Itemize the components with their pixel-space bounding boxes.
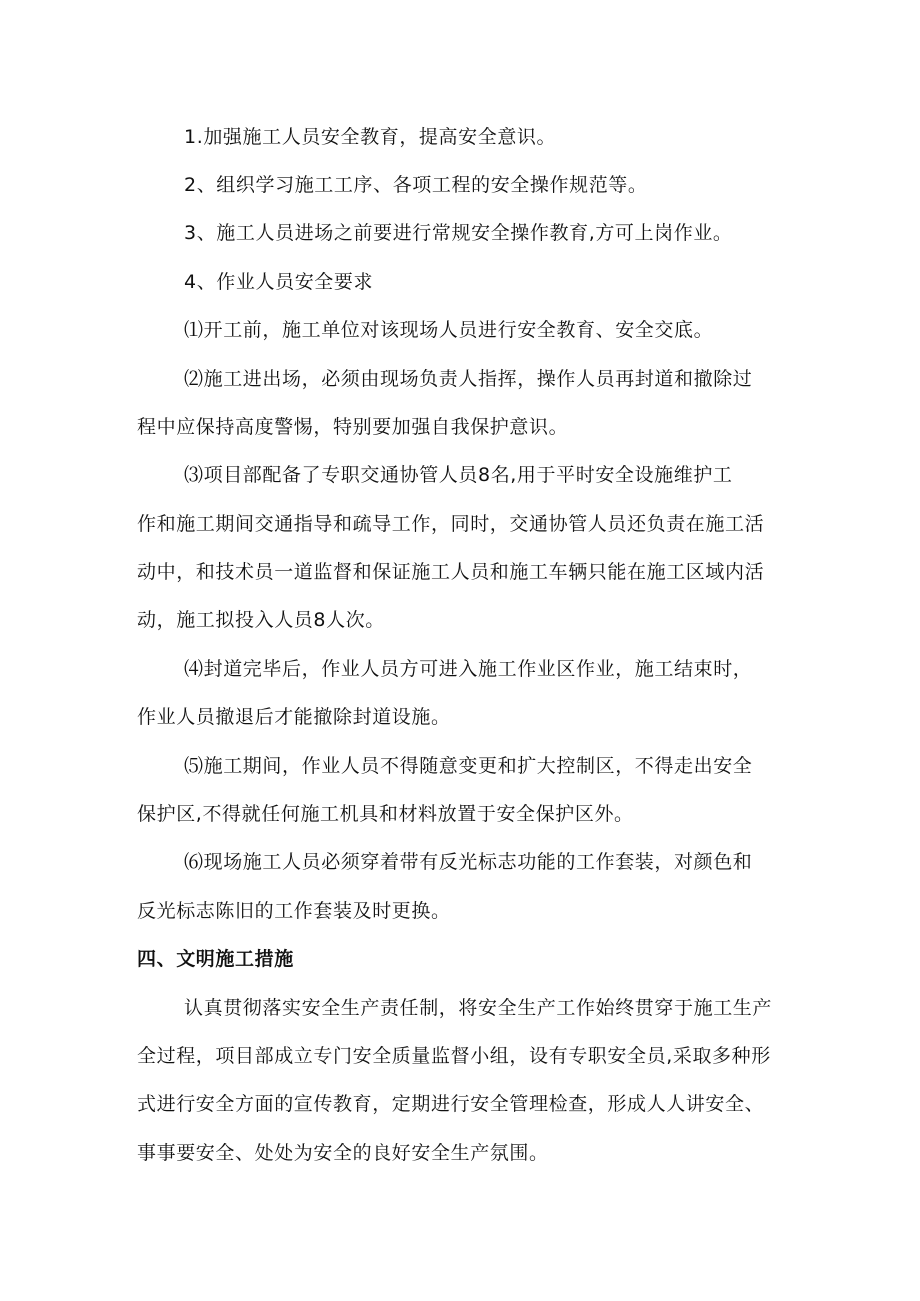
sub-item-4-line-1: ⑷封道完毕后，作业人员方可进入施工作业区作业，施工结束时， bbox=[184, 658, 753, 680]
sub-item-3-line-4: 动，施工拟投入人员8人次。 bbox=[137, 609, 385, 631]
sub-item-5-line-2: 保护区,不得就任何施工机具和材料放置于安全保护区外。 bbox=[137, 803, 634, 825]
list-item-4: 4、作业人员安全要求 bbox=[184, 271, 374, 293]
sub-item-5-line-1: ⑸施工期间，作业人员不得随意变更和扩大控制区，不得走出安全 bbox=[184, 755, 753, 777]
paragraph-line-1: 认真贯彻落实安全生产责任制，将安全生产工作始终贯穿于施工生产 bbox=[184, 997, 773, 1019]
sub-item-3-line-3: 动中，和技术员一道监督和保证施工人员和施工车辆只能在施工区域内活 bbox=[137, 561, 765, 583]
sub-item-3-line-1: ⑶项目部配备了专职交通协管人员8名,用于平时安全设施维护工 bbox=[184, 464, 733, 486]
list-item-2: 2、组织学习施工工序、各项工程的安全操作规范等。 bbox=[184, 174, 648, 196]
section-heading: 四、文明施工措施 bbox=[137, 948, 294, 970]
sub-item-6-line-2: 反光标志陈旧的工作套装及时更换。 bbox=[137, 900, 451, 922]
sub-item-1: ⑴开工前，施工单位对该现场人员进行安全教育、安全交底。 bbox=[184, 319, 714, 341]
paragraph-line-4: 事事要安全、处处为安全的良好安全生产氛围。 bbox=[137, 1142, 549, 1164]
paragraph-line-3: 式进行安全方面的宣传教育，定期进行安全管理检查，形成人人讲安全、 bbox=[137, 1093, 765, 1115]
sub-item-4-line-2: 作业人员撤退后才能撤除封道设施。 bbox=[137, 706, 451, 728]
list-item-3: 3、施工人员进场之前要进行常规安全操作教育,方可上岗作业。 bbox=[184, 222, 733, 244]
sub-item-2-line-1: ⑵施工进出场，必须由现场负责人指挥，操作人员再封道和撤除过 bbox=[184, 368, 753, 390]
sub-item-3-line-2: 作和施工期间交通指导和疏导工作，同时，交通协管人员还负责在施工活 bbox=[137, 513, 765, 535]
sub-item-6-line-1: ⑹现场施工人员必须穿着带有反光标志功能的工作套装，对颜色和 bbox=[184, 851, 753, 873]
list-item-1: 1.加强施工人员安全教育，提高安全意识。 bbox=[184, 126, 557, 148]
paragraph-line-2: 全过程，项目部成立专门安全质量监督小组，设有专职安全员,采取多种形 bbox=[137, 1045, 771, 1067]
sub-item-2-line-2: 程中应保持高度警惕，特别要加强自我保护意识。 bbox=[137, 416, 569, 438]
